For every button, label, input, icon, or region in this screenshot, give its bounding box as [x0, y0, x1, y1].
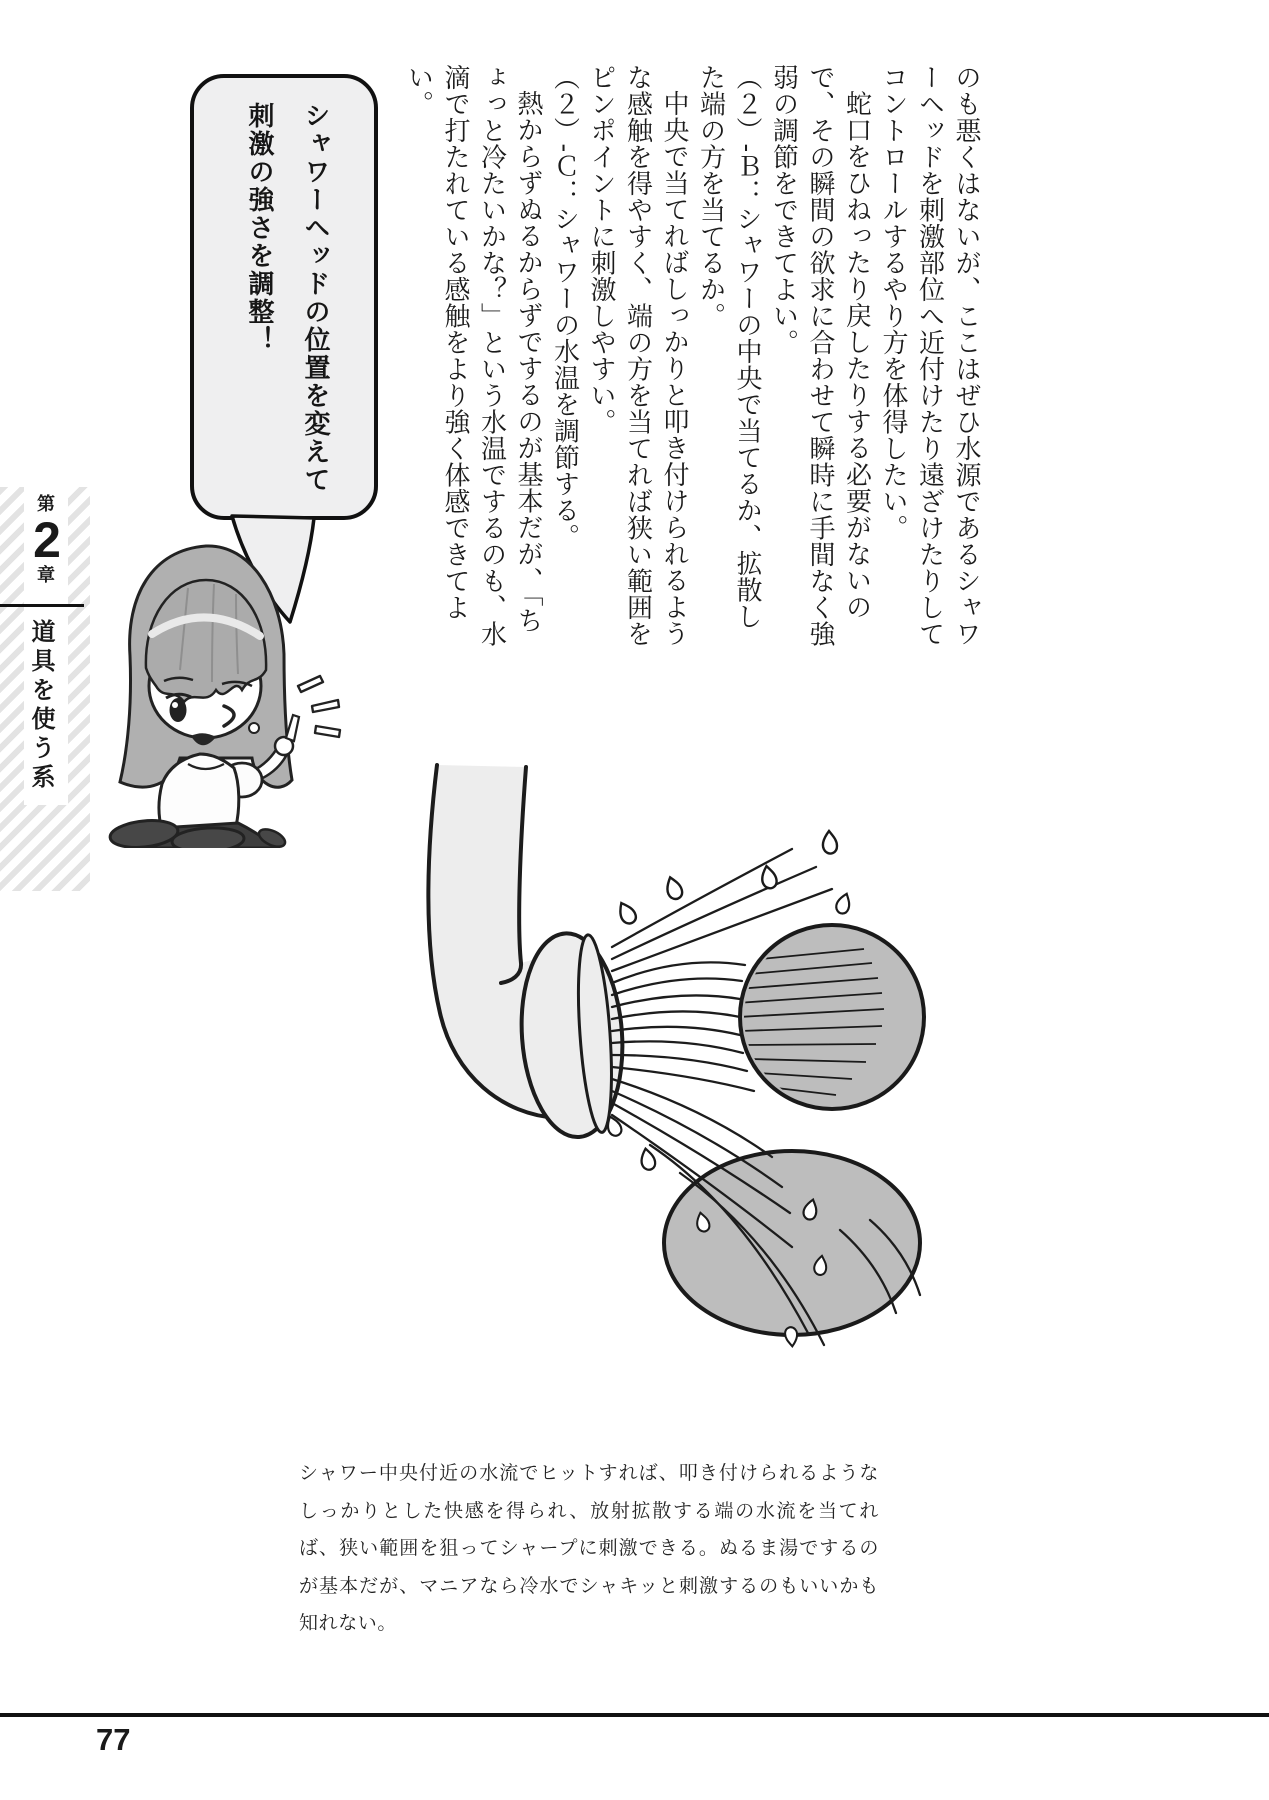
chapter-sidebar	[0, 487, 90, 891]
body-paragraph: （２）-Ｃ：シャワーの水温を調節する。	[550, 64, 581, 551]
speech-bubble	[190, 74, 378, 520]
earring	[249, 723, 259, 733]
main-text	[365, 64, 985, 656]
left-eye	[170, 698, 187, 722]
page-number: 77	[96, 1722, 131, 1757]
chapter-number: 2	[33, 511, 59, 568]
pointing-finger	[286, 715, 299, 741]
chapter-prefix: 第	[37, 494, 55, 514]
eye-glint	[172, 702, 178, 708]
body-paragraph: のも悪くはないが、ここはぜひ水源であるシャワーヘッドを刺激部位へ近付けたり遠ざけたりしてコントロールするやり方を体得したい。	[879, 64, 982, 647]
speech-bubble-line-2: 刺激の強さを調整！	[245, 102, 275, 354]
speech-bubble-text	[194, 78, 374, 516]
illustration-caption: シャワー中央付近の水流でヒットすれば、叩き付けられるようなしっかりとした快感を得られ、放射拡散する端の水流を当てれば、狭い範囲を狙ってシャープに刺激できる。ぬるま湯でするのが基本だが、マニアなら冷水でシャキッと刺激するのもいいかも知れない。	[299, 1463, 879, 1635]
footer-rule	[0, 1713, 1269, 1717]
emphasis-marks	[298, 676, 340, 737]
chapter-suffix: 章	[37, 565, 55, 586]
body-paragraph: 中央で当てればしっかりと叩き付けられるような感触を得やすく、端の方を当てれば狭い範囲をピンポイントに刺激しやすい。	[587, 64, 690, 647]
chibi-girl-illustration	[88, 518, 348, 848]
body-paragraph: 熱からずぬるからずでするのが基本だが、「ちょっと冷たいかな？」という水温でするのも、水滴で打たれている感触をより強く体感できてよい。	[404, 64, 544, 647]
body-paragraph: 蛇口をひねったり戻したりする必要がないので、その瞬間の欲求に合わせて瞬時に手間なく強弱の調節をできてよい。	[769, 64, 873, 647]
speech-bubble-line-1: シャワーヘッドの位置を変えて	[301, 102, 331, 494]
chapter-title: 道具を使う系	[27, 619, 54, 793]
chapter-separator-line	[0, 604, 84, 607]
body-paragraph: （２）-Ｂ：シャワーの中央で当てるか、拡散した端の方を当てるか。	[696, 64, 763, 630]
shower-illustration	[340, 645, 980, 1385]
chapter-number-label	[24, 495, 68, 585]
